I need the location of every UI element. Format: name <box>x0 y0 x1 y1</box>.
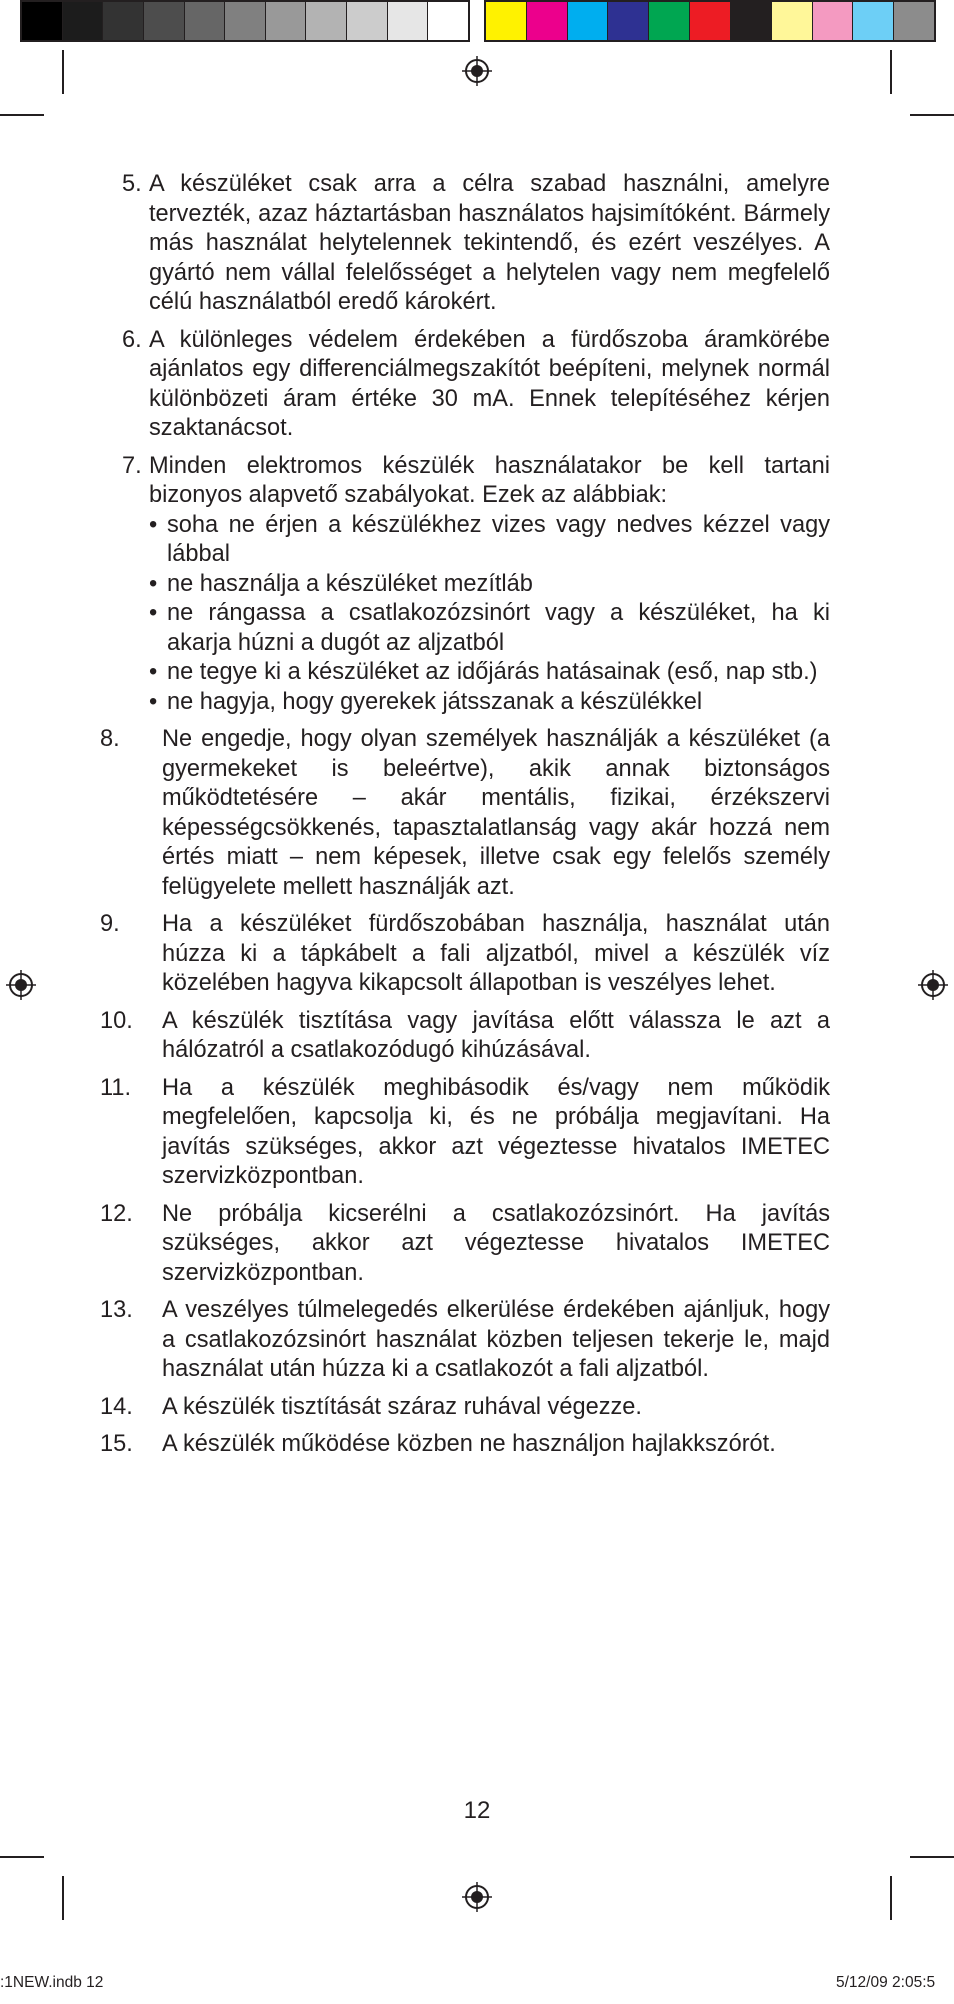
gray-swatch <box>63 2 104 40</box>
crop-mark <box>0 114 44 116</box>
item-number: 9. <box>100 911 120 937</box>
gray-swatch <box>347 2 388 40</box>
gray-swatch <box>22 2 63 40</box>
gray-swatch <box>225 2 266 40</box>
gray-swatch <box>306 2 347 40</box>
crop-mark <box>62 50 64 94</box>
color-swatch <box>813 2 854 40</box>
item-number: 15. <box>100 1431 133 1457</box>
item-number: 7. <box>122 452 142 479</box>
crop-mark <box>0 1856 44 1858</box>
grayscale-calibration-bar <box>20 0 470 42</box>
gray-swatch <box>428 2 468 40</box>
color-swatch <box>731 2 772 40</box>
instruction-item <box>122 452 830 718</box>
bullet-list <box>149 511 830 718</box>
instruction-item <box>100 910 830 999</box>
item-text: A veszélyes túlmelegedés elkerülése érdekében ajánljuk, hogy a csatlakozózsinórt használat közben teljesen tekerje le, majd használat után húzza ki a csatlakozót a fali aljzatból. <box>162 1297 830 1382</box>
instruction-item <box>100 1393 830 1423</box>
footer-timestamp: 5/12/09 2:05:5 <box>836 1974 936 1991</box>
item-text: A készülék tisztítását száraz ruhával végezze. <box>162 1393 642 1420</box>
instruction-item <box>100 1007 830 1066</box>
crop-mark <box>910 114 954 116</box>
instruction-item <box>100 1296 830 1385</box>
bullet-item: • ne tegye ki a készüléket az időjárás hatásainak (eső, nap stb.) <box>149 658 830 688</box>
color-swatch <box>527 2 568 40</box>
color-swatch <box>486 2 527 40</box>
item-number: 13. <box>100 1297 133 1323</box>
registration-mark-icon <box>462 56 492 86</box>
bullet-item: • soha ne érjen a készülékhez vizes vagy nedves kézzel vagy lábbal <box>149 511 830 570</box>
item-number: 14. <box>100 1393 133 1420</box>
registration-mark-icon <box>6 970 36 1000</box>
item-text: Ha a készülék meghibásodik és/vagy nem működik megfelelően, kapcsolja ki, és ne próbálja megjavítani. Ha javítás szükséges, akkor azt végeztesse hivatalos IMETEC szervizközpontban. <box>162 1074 830 1189</box>
color-swatch <box>690 2 731 40</box>
page-number: 12 <box>463 1797 491 1824</box>
bullet-item: • ne használja a készüléket mezítláb <box>149 570 830 600</box>
item-text: A készülék tisztítása vagy javítása előtt válassza le azt a hálózatról a csatlakozódugó kihúzásával. <box>162 1007 830 1063</box>
crop-mark <box>910 1856 954 1858</box>
gray-swatch <box>185 2 226 40</box>
color-swatch <box>649 2 690 40</box>
color-calibration-bar <box>484 0 936 42</box>
footer-file-name: :1NEW.indb 12 <box>0 1974 104 1991</box>
instruction-item <box>100 725 830 902</box>
gray-swatch <box>144 2 185 40</box>
safety-instructions-list <box>100 170 830 1468</box>
crop-mark <box>890 50 892 94</box>
instruction-item <box>122 326 830 444</box>
color-swatch <box>608 2 649 40</box>
item-number: 5. <box>122 171 142 197</box>
bullet-item: • ne rángassa a csatlakozózsinórt vagy a készüléket, ha ki akarja húzni a dugót az aljzatból <box>149 599 830 658</box>
color-swatch <box>894 2 934 40</box>
item-number: 10. <box>100 1007 133 1034</box>
instruction-item <box>122 170 830 318</box>
instruction-item <box>100 1430 830 1460</box>
registration-mark-icon <box>918 970 948 1000</box>
gray-swatch <box>388 2 429 40</box>
color-swatch <box>772 2 813 40</box>
color-swatch <box>853 2 894 40</box>
gray-swatch <box>266 2 307 40</box>
gray-swatch <box>103 2 144 40</box>
item-text: Ne próbálja kicserélni a csatlakozózsinórt. Ha javítás szükséges, akkor azt végeztesse hivatalos IMETEC szervizközpontban. <box>162 1200 830 1286</box>
item-number: 12. <box>100 1200 133 1227</box>
crop-mark <box>890 1876 892 1920</box>
item-text: Ne engedje, hogy olyan személyek használják a készüléket (a gyermekeket is beleértve), akik annak biztonságos működtetésére – akár mentális, fizikai, érzékszervi képességcsökkenés, tapasztalatlanság vagy akár hozzá nem értés miatt – nem képesek, illetve csak egy felelős személy felügyelete mellett használják azt. <box>162 726 830 900</box>
item-text: Ha a készüléket fürdőszobában használja, használat után húzza ki a tápkábelt a fali aljzatból, mivel a készülék víz közelében hagyva kikapcsolt állapotban is veszélyes lehet. <box>162 911 830 996</box>
registration-mark-icon <box>462 1882 492 1912</box>
instruction-item <box>100 1074 830 1192</box>
item-text: A készüléket csak arra a célra szabad használni, amelyre tervezték, azaz háztartásban használatos hajsimítóként. Bármely más használat helytelennek tekintendő, és ezért veszélyes. A gyártó nem vállal felelősséget a helytelen vagy nem megfelelő célú használatból eredő károkért. <box>149 171 830 315</box>
color-swatch <box>568 2 609 40</box>
item-number: 8. <box>100 726 120 752</box>
item-number: 11. <box>100 1074 132 1101</box>
item-number: 6. <box>122 326 142 353</box>
item-text: Minden elektromos készülék használatakor be kell tartani bizonyos alapvető szabályokat. Ezek az alábbiak: <box>149 452 830 508</box>
item-text: A különleges védelem érdekében a fürdőszoba áramkörébe ajánlatos egy differenciálmegszakítót beépíteni, melynek normál különbözeti áram értéke 30 mA. Ennek telepítéséhez kérjen szaktanácsot. <box>149 326 830 441</box>
bullet-item: • ne hagyja, hogy gyerekek játsszanak a készülékkel <box>149 688 830 718</box>
instruction-item <box>100 1200 830 1289</box>
item-text: A készülék működése közben ne használjon hajlakkszórót. <box>162 1431 776 1457</box>
crop-mark <box>62 1876 64 1920</box>
